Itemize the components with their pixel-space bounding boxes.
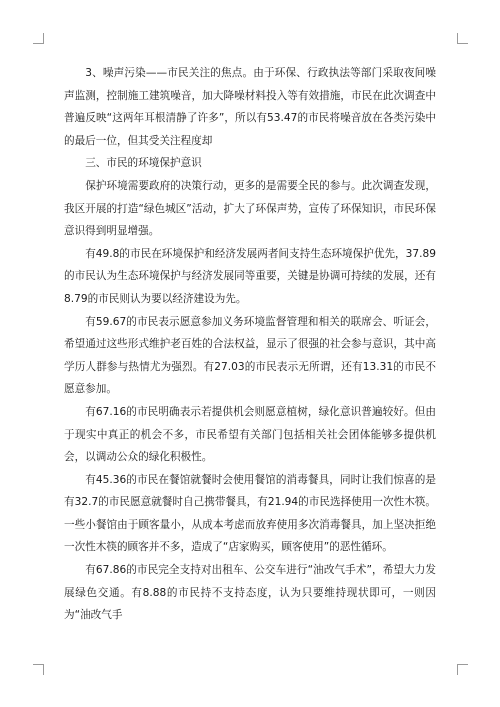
paragraph-tree-planting: 有67.16的市民明确表示若提供机会则愿意植树，绿化意识普遍较好。但由于现实中真正的机会不多，市民希望有关部门包括相关社会团体能够多提供机会，以调动公众的绿化积极性。 bbox=[64, 405, 436, 464]
crop-mark-top-right bbox=[457, 33, 468, 44]
crop-mark-bottom-left bbox=[33, 664, 44, 675]
paragraph-noise-pollution: 3、噪声污染——市民关注的焦点。由于环保、行政执法等部门采取夜间噪声监测，控制施工建筑噪音，加大降噪材料投入等有效措施，市民在此次调查中普遍反映“这两年耳根清静了许多”，所以有53.47的市民将噪音放在各类污染中的最后一位，但其受关注程度却 bbox=[64, 67, 436, 147]
paragraph-tableware: 有45.36的市民在餐馆就餐时会使用餐馆的消毒餐具，同时让我们惊喜的是有32.7的市民愿意就餐时自己携带餐具，有21.94的市民选择使用一次性木筷。一些小餐馆由于顾客量小，从成本考虑而放弃使用多次消毒餐具，加上坚决拒绝一次性木筷的顾客并不多，造成了“店家购买，顾客使用”的恶性循环。 bbox=[64, 473, 436, 554]
paragraph-public-participation: 保护环境需要政府的决策行动，更多的是需要全民的参与。此次调查发现，我区开展的打造“绿色城区”活动，扩大了环保声势，宣传了环保知识，市民环保意识得到明显增强。 bbox=[64, 179, 436, 238]
paragraph-eco-vs-economy: 有49.8的市民在环境保护和经济发展两者间支持生态环境保护优先，37.89的市民认为生态环境保护与经济发展同等重要，关键是协调可持续的发展，还有8.79的市民则认为要以经济建设为先。 bbox=[64, 247, 436, 305]
document-body bbox=[64, 62, 436, 627]
paragraph-volunteer-supervision: 有59.67的市民表示愿意参加义务环境监督管理和相关的联席会、听证会，希望通过这些形式维护老百姓的合法权益，显示了很强的社会参与意识，其中高学历人群参与热情尤为强烈。有27.03的市民表示无所谓，还有13.31的市民不愿意参加。 bbox=[64, 315, 436, 396]
section-heading-environmental-awareness: 三、市民的环境保护意识 bbox=[85, 157, 202, 170]
crop-mark-bottom-right bbox=[457, 664, 468, 675]
crop-mark-top-left bbox=[33, 33, 44, 44]
paragraph-green-transport: 有67.86的市民完全支持对出租车、公交车进行“油改气手术”，希望大力发展绿色交通。有8.88的市民持不支持态度，认为只要维持现状即可，一则因为“油改气手 bbox=[64, 564, 436, 622]
